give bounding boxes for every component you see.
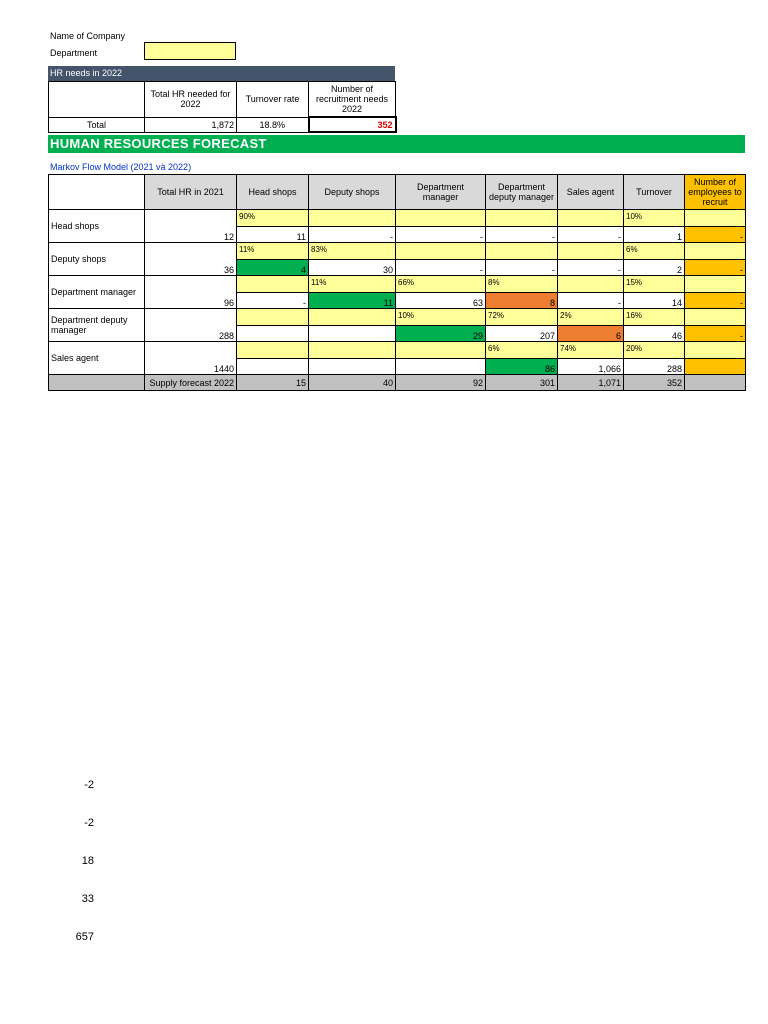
probability-cell[interactable]: 8% — [486, 276, 558, 293]
row-name: Department manager — [49, 276, 145, 309]
value-cell: 46 — [624, 326, 685, 342]
header-employees-to-recruit: Number of employees to recruit — [685, 175, 746, 210]
probability-cell[interactable] — [558, 243, 624, 260]
total-hr-needed-header: Total HR needed for 2022 — [145, 82, 237, 118]
probability-cell[interactable]: 83% — [309, 243, 396, 260]
probability-cell[interactable] — [558, 210, 624, 227]
value-cell: 29 — [396, 326, 486, 342]
probability-cell[interactable]: 72% — [486, 309, 558, 326]
probability-cell[interactable]: 90% — [237, 210, 309, 227]
recruitment-needs-value: 352 — [309, 117, 396, 132]
value-cell: - — [309, 227, 396, 243]
value-cell: 86 — [486, 359, 558, 375]
value-cell: 11 — [237, 227, 309, 243]
supply-forecast-cell: 40 — [309, 375, 396, 391]
probability-cell[interactable] — [685, 243, 746, 260]
probability-cell[interactable]: 6% — [624, 243, 685, 260]
markov-corner-header — [49, 175, 145, 210]
probability-cell[interactable] — [309, 309, 396, 326]
turnover-rate-value: 18.8% — [237, 117, 309, 132]
markov-row — [49, 342, 746, 359]
value-cell: 1,066 — [558, 359, 624, 375]
probability-cell[interactable] — [396, 342, 486, 359]
supply-forecast-row — [49, 375, 746, 391]
department-label: Department — [50, 48, 98, 58]
markov-row — [49, 210, 746, 227]
value-cell — [309, 359, 396, 375]
probability-cell[interactable] — [558, 276, 624, 293]
value-cell: 30 — [309, 260, 396, 276]
recruitment-needs-header: Number of recruitment needs 2022 — [309, 82, 396, 118]
turnover-rate-header: Turnover rate — [237, 82, 309, 118]
value-cell: 8 — [486, 293, 558, 309]
total-hr-2021-cell: 36 — [145, 243, 237, 276]
value-cell: 1 — [624, 227, 685, 243]
value-cell: - — [558, 293, 624, 309]
value-cell: - — [558, 227, 624, 243]
header-head-shops: Head shops — [237, 175, 309, 210]
total-hr-2021-cell: 12 — [145, 210, 237, 243]
supply-forecast-cell: 301 — [486, 375, 558, 391]
side-value: -2 — [84, 779, 94, 791]
probability-cell[interactable] — [685, 309, 746, 326]
value-cell: - — [685, 227, 746, 243]
probability-cell[interactable]: 15% — [624, 276, 685, 293]
value-cell: - — [486, 227, 558, 243]
header-deputy-shops: Deputy shops — [309, 175, 396, 210]
hr-needs-title: HR needs in 2022 — [48, 66, 395, 81]
markov-row — [49, 243, 746, 260]
probability-cell[interactable] — [237, 276, 309, 293]
total-hr-2021-cell: 288 — [145, 309, 237, 342]
supply-forecast-cell: 15 — [237, 375, 309, 391]
probability-cell[interactable] — [237, 309, 309, 326]
markov-table — [48, 174, 746, 391]
value-cell — [685, 359, 746, 375]
value-cell: - — [396, 227, 486, 243]
side-value: -2 — [84, 817, 94, 829]
probability-cell[interactable] — [396, 243, 486, 260]
value-cell: 11 — [309, 293, 396, 309]
total-hr-value: 1,872 — [145, 117, 237, 132]
probability-cell[interactable] — [685, 210, 746, 227]
value-cell: 207 — [486, 326, 558, 342]
supply-forecast-cell — [685, 375, 746, 391]
value-cell — [237, 359, 309, 375]
probability-cell[interactable]: 6% — [486, 342, 558, 359]
value-cell: 63 — [396, 293, 486, 309]
markov-title: Markov Flow Model (2021 và 2022) — [50, 162, 192, 172]
supply-forecast-cell: 1,071 — [558, 375, 624, 391]
value-cell: 4 — [237, 260, 309, 276]
probability-cell[interactable] — [685, 276, 746, 293]
probability-cell[interactable] — [309, 342, 396, 359]
row-name: Department deputy manager — [49, 309, 145, 342]
value-cell: 288 — [624, 359, 685, 375]
value-cell: - — [396, 260, 486, 276]
probability-cell[interactable] — [309, 210, 396, 227]
side-value: 33 — [81, 893, 94, 905]
side-value: 657 — [75, 931, 94, 943]
header-department-deputy-manager: Department deputy manager — [486, 175, 558, 210]
markov-row — [49, 276, 746, 293]
row-name: Sales agent — [49, 342, 145, 375]
value-cell: - — [558, 260, 624, 276]
company-name-label: Name of Company — [50, 31, 126, 41]
supply-forecast-cell: 352 — [624, 375, 685, 391]
header-total-hr-2021: Total HR in 2021 — [145, 175, 237, 210]
probability-cell[interactable]: 11% — [237, 243, 309, 260]
value-cell: - — [685, 260, 746, 276]
probability-cell[interactable] — [685, 342, 746, 359]
probability-cell[interactable] — [486, 243, 558, 260]
probability-cell[interactable] — [396, 210, 486, 227]
probability-cell[interactable]: 10% — [624, 210, 685, 227]
probability-cell[interactable]: 20% — [624, 342, 685, 359]
header-turnover: Turnover — [624, 175, 685, 210]
value-cell: 2 — [624, 260, 685, 276]
supply-forecast-label: Supply forecast 2022 — [145, 375, 237, 391]
total-row-label: Total — [49, 117, 145, 132]
row-name: Head shops — [49, 210, 145, 243]
value-cell: - — [237, 293, 309, 309]
markov-row — [49, 309, 746, 326]
row-name: Deputy shops — [49, 243, 145, 276]
supply-forecast-cell: 92 — [396, 375, 486, 391]
probability-cell[interactable] — [237, 342, 309, 359]
department-input[interactable] — [144, 42, 236, 60]
probability-cell[interactable]: 10% — [396, 309, 486, 326]
probability-cell[interactable] — [486, 210, 558, 227]
hr-needs-table — [48, 81, 397, 133]
probability-cell[interactable]: 66% — [396, 276, 486, 293]
value-cell: - — [486, 260, 558, 276]
value-cell — [237, 326, 309, 342]
footer-blank-cell — [49, 375, 145, 391]
probability-cell[interactable]: 2% — [558, 309, 624, 326]
value-cell: 14 — [624, 293, 685, 309]
probability-cell[interactable]: 16% — [624, 309, 685, 326]
header-sales-agent: Sales agent — [558, 175, 624, 210]
probability-cell[interactable]: 11% — [309, 276, 396, 293]
value-cell — [396, 359, 486, 375]
value-cell: - — [685, 326, 746, 342]
side-value: 18 — [81, 855, 94, 867]
probability-cell[interactable]: 74% — [558, 342, 624, 359]
total-hr-2021-cell: 1440 — [145, 342, 237, 375]
hr-needs-blank-header — [49, 82, 145, 118]
total-hr-2021-cell: 96 — [145, 276, 237, 309]
value-cell — [309, 326, 396, 342]
header-department-manager: Department manager — [396, 175, 486, 210]
value-cell: - — [685, 293, 746, 309]
forecast-banner: HUMAN RESOURCES FORECAST — [48, 135, 745, 153]
value-cell: 6 — [558, 326, 624, 342]
